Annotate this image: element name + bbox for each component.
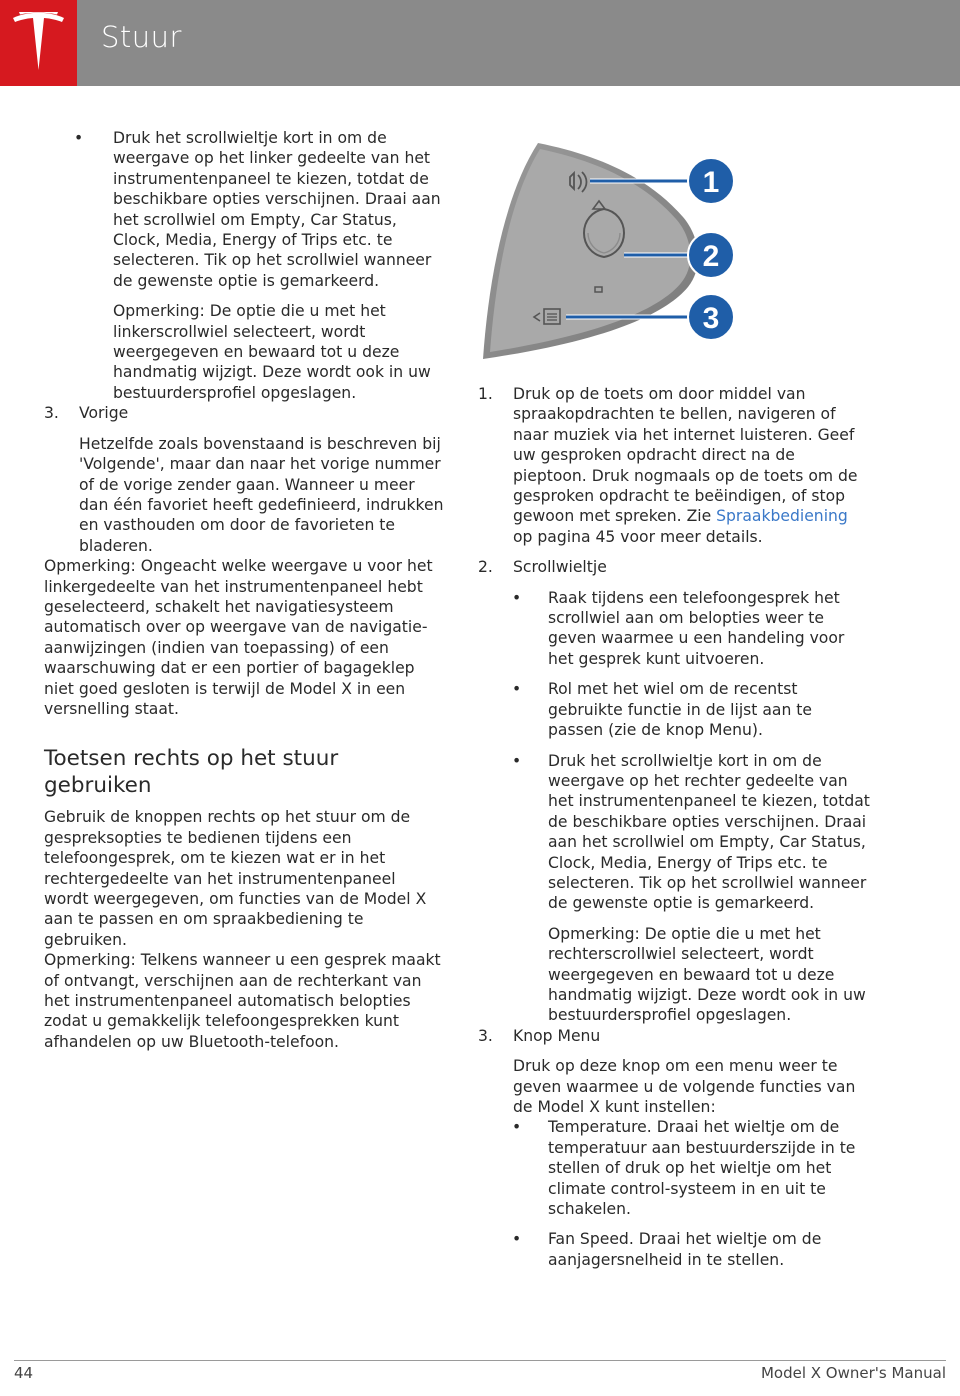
bullet-marker: •: [512, 1118, 522, 1137]
list-number: 1.: [478, 385, 493, 403]
callout-label: 1: [702, 166, 720, 199]
right-column: [478, 384, 870, 1280]
list-item: [478, 1229, 870, 1270]
list-item: [478, 1026, 870, 1046]
text-run: Druk op de toets om door middel van spraakopdrachten te bellen, navigeren of naar muziek via het internet luisteren. Geef uw gesproken opdracht direct na de pieptoon. Druk nogmaals op de toets om de gesproken opdracht te beëindigen, of stop gewoon met spreken. Zie: [513, 385, 858, 526]
list-item-text: [513, 384, 870, 547]
steering-buttons-figure: [478, 137, 768, 363]
callout-label: 2: [702, 240, 720, 273]
list-label: Knop Menu: [513, 1026, 601, 1045]
list-item: [478, 751, 870, 914]
note-text: Opmerking: Telkens wanneer u een gesprek maakt of ontvangt, verschijnen aan de rechterkant van het instrumentenpaneel automatisch belopties zodat u gemakkelijk telefoongesprekken kunt afhandelen op uw Bluetooth-telefoon.: [44, 951, 441, 1051]
bullet-text: Raak tijdens een telefoongesprek het scrollwiel aan om belopties weer te geven waarmee u een handeling voor het gesprek kunt uitvoeren.: [548, 588, 845, 668]
footer-divider: [14, 1360, 946, 1361]
manual-title: Model X Owner's Manual: [760, 1364, 946, 1382]
list-item: [478, 384, 870, 547]
body-paragraph: Gebruik de knoppen rechts op het stuur om de gespreksopties te bedienen tijdens een telefoongesprek, om te kiezen wat er in het rechtergedeelte van het instrumentenpaneel wordt weergegeven, om functies van de Model X aan te passen en om spraakbediening te gebruiken.: [44, 808, 427, 949]
list-label: Scrollwieltje: [513, 558, 607, 577]
list-item: [478, 1117, 870, 1219]
page-title: Stuur: [101, 20, 182, 54]
text-run: op pagina 45 voor meer details.: [513, 527, 763, 546]
tesla-logo: [0, 0, 77, 86]
list-number: 2.: [478, 558, 493, 577]
bullet-marker: •: [74, 129, 84, 147]
page-header: [0, 0, 960, 86]
list-item: [478, 557, 870, 577]
bullet-text: Fan Speed. Draai het wieltje om de aanjagersnelheid in te stellen.: [548, 1230, 822, 1269]
list-item: [44, 403, 444, 423]
bullet-marker: •: [512, 751, 522, 770]
bullet-marker: •: [512, 588, 522, 607]
list-item: [44, 128, 444, 291]
list-item-text: Druk op deze knop om een menu weer te geven waarmee u de volgende functies van de Model X kunt instellen:: [513, 1057, 856, 1116]
left-column: [44, 128, 444, 1052]
note-text: Opmerking: De optie die u met het rechterscrollwiel selecteert, wordt weergegeven en bewaard tot u deze handmatig wijzigt. Deze wordt ook in uw bestuurdersprofiel opgeslagen.: [548, 924, 866, 1025]
list-number: 3.: [478, 1026, 493, 1045]
callout-label: 3: [702, 302, 720, 335]
list-item: [478, 588, 870, 670]
bullet-text: Temperature. Draai het wieltje om de temperatuur aan bestuurderszijde in te stellen of druk op het wieltje om het climate control-systeem in en uit te schakelen.: [548, 1118, 856, 1219]
tesla-t-icon: [11, 12, 66, 72]
list-label: Vorige: [79, 404, 129, 423]
section-heading: Toetsen rechts op het stuur gebruiken: [44, 746, 339, 799]
list-number: 3.: [44, 404, 59, 423]
spraakbediening-link[interactable]: Spraakbediening: [716, 507, 848, 526]
bullet-text: Druk het scrollwieltje kort in om de weergave op het rechter gedeelte van het instrumentenpaneel te kiezen, totdat de beschikbare opties verschijnen. Draai aan het scrollwiel om Empty, Car Status, Clock, Media, Energy of Trips etc. te selecteren. Tik op het scrollwiel wanneer de gewenste optie is gemarkeerd.: [548, 751, 870, 913]
bullet-text: Rol met het wiel om de recentst gebruikte functie in de lijst aan te passen (zie de knop Menu).: [548, 680, 813, 740]
page-number: 44: [14, 1364, 34, 1382]
list-item-text: Hetzelfde zoals bovenstaand is beschreven bij 'Volgende', maar dan naar het vorige nummer of de vorige zender gaan. Wanneer u meer dan één favoriet heeft gedefinieerd, indrukken en vasthouden om door de favorieten te bladeren.: [79, 434, 444, 555]
list-item: [478, 679, 870, 740]
note-text: Opmerking: De optie die u met het linkerscrollwiel selecteert, wordt weergegeven en bewaard tot u deze handmatig wijzigt. Deze wordt ook in uw bestuurdersprofiel opgeslagen.: [113, 302, 431, 402]
note-text: Opmerking: Ongeacht welke weergave u voor het linkergedeelte van het instrumentenpaneel hebt geselecteerd, schakelt het navigatiesysteem automatisch over op weergave van de navigatie-aanwijzingen (indien van toepassing) of een waarschuwing dat er een portier of bagageklep niet goed gesloten is terwijl de Model X in een versnelling staat.: [44, 557, 433, 718]
bullet-marker: •: [512, 680, 522, 699]
bullet-marker: •: [512, 1230, 522, 1249]
bullet-text: Druk het scrollwieltje kort in om de weergave op het linker gedeelte van het instrumentenpaneel te kiezen, totdat de beschikbare opties verschijnen. Draai aan het scrollwiel om Empty, Car Status, Clock, Media, Energy of Trips etc. te selecteren. Tik op het scrollwiel wanneer de gewenste optie is gemarkeerd.: [113, 129, 441, 290]
